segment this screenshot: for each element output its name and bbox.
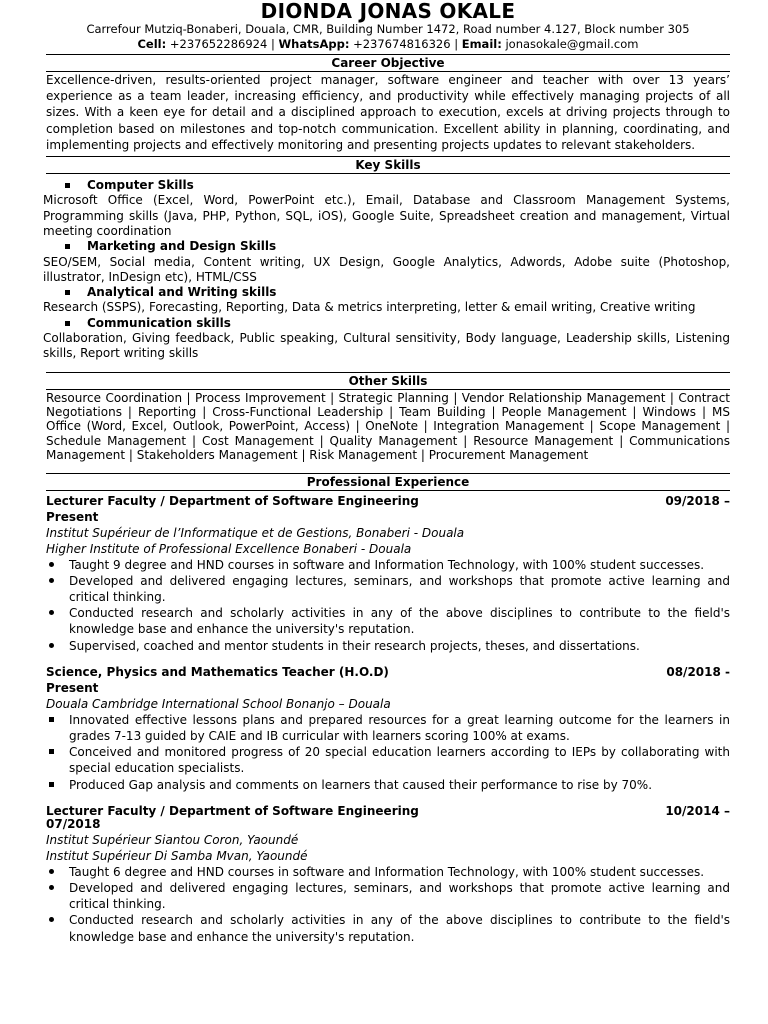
bullet-text: Produced Gap analysis and comments on learners that caused their performance to rise by 70%.	[69, 777, 653, 792]
bullet-text: Conceived and monitored progress of 20 special education learners according to IEPs by collaborating with special education specialists.	[69, 745, 730, 776]
skill-group-title	[43, 239, 730, 254]
institution: Institut Supérieur de l’Informatique et de Gestions, Bonaberi - Douala	[46, 525, 465, 540]
bullet-text: Developed and delivered engaging lectures, seminars, and workshops that promote active learning and critical thinking.	[69, 573, 730, 605]
bullet-text: Taught 6 degree and HND courses in software and Information Technology, with 100% student successes.	[69, 864, 705, 879]
bullet-text: Conducted research and scholarly activities in any of the above disciplines to contribute to the field's knowledge base and enhance the university's reputation.	[69, 606, 730, 637]
bullet-icon	[49, 885, 54, 890]
job-bullets	[46, 864, 730, 945]
job-entry	[46, 664, 730, 793]
job-title: Lecturer Faculty / Department of Software Engineering	[46, 803, 419, 818]
other-skills-heading: Other Skills	[46, 372, 730, 390]
list-item	[46, 638, 730, 654]
separator: |	[270, 37, 275, 51]
job-bullets	[46, 557, 730, 654]
email-value: jonasokale@gmail.com	[505, 37, 639, 51]
professional-experience-heading: Professional Experience	[46, 473, 730, 491]
institution: Institut Supérieur Siantou Coron, Yaoundé	[46, 832, 299, 847]
job-title: Science, Physics and Mathematics Teacher (H.O.D)	[46, 664, 389, 679]
bullet-text: Conducted research and scholarly activities in any of the above disciplines to contribute to the field's knowledge base and enhance the university's reputation.	[69, 913, 730, 944]
bullet-text: Supervised, coached and mentor students in their research projects, theses, and dissertations.	[69, 638, 640, 653]
skill-title-text: Communication skills	[87, 315, 231, 330]
key-skills-list	[43, 174, 730, 362]
job-date-end: 07/2018	[46, 816, 101, 831]
list-item	[46, 557, 730, 573]
bullet-icon	[49, 869, 54, 874]
job-header	[46, 493, 730, 509]
bullet-icon	[49, 917, 54, 922]
skill-group-title	[43, 178, 730, 193]
list-item	[46, 712, 730, 744]
job-date-end: Present	[46, 509, 99, 524]
bullet-icon	[49, 643, 54, 648]
square-bullet-icon	[49, 717, 54, 722]
job-date: 08/2018 -	[666, 664, 730, 679]
job-title: Lecturer Faculty / Department of Software Engineering	[46, 493, 419, 508]
skill-group-body: Research (SSPS), Forecasting, Reporting, Data & metrics interpreting, letter & email writing, Creative writing	[43, 300, 696, 315]
list-item	[46, 777, 730, 793]
email-label: Email:	[461, 37, 502, 51]
list-item	[46, 605, 730, 637]
job-bullets	[46, 712, 730, 793]
bullet-text: Innovated effective lessons plans and prepared resources for a great learning outcome for the learners in grades 7-13 guided by CAIE and IB curricular with learners scoring 100% at exams.	[69, 712, 730, 744]
skill-title-text: Computer Skills	[87, 178, 194, 193]
job-date-end: Present	[46, 680, 99, 695]
institution: Institut Supérieur Di Samba Mvan, Yaoundé	[46, 848, 308, 863]
bullet-text: Developed and delivered engaging lectures, seminars, and workshops that promote active learning and critical thinking.	[69, 881, 730, 912]
bullet-text: Taught 9 degree and HND courses in software and Information Technology, with 100% student successes.	[69, 557, 705, 572]
skill-group-title	[43, 316, 730, 331]
cell-value: +237652286924	[169, 37, 268, 51]
cell-label: Cell:	[137, 37, 167, 51]
whatsapp-label: WhatsApp:	[278, 37, 350, 51]
skill-group-title	[43, 285, 730, 300]
skill-group-body: Microsoft Office (Excel, Word, PowerPoint etc.), Email, Database and Classroom Management Systems, Programming skills (Java, PHP, Python, SQL, iOS), Google Suite, Spreadsheet creation and management, Virtual meeting coordination	[43, 193, 730, 238]
skill-group-body: SEO/SEM, Social media, Content writing, UX Design, Google Analytics, Adwords, Adobe suite (Photoshop, illustrator, InDesign etc), HTML/CSS	[43, 254, 730, 284]
square-bullet-icon	[49, 749, 54, 754]
job-header	[46, 664, 730, 680]
other-skills-text: Resource Coordination | Process Improvement | Strategic Planning | Vendor Relationship Management | Contract Negotiations | Reporting | Cross-Functional Leadership | Team Building | People Management | Windows | MS Office (Word, Excel, Outlook, PowerPoint, Access) | OneNote | Integration Management | Scope Management | Schedule Management | Cost Management | Quality Management | Resource Management | Communications Management | Stakeholders Management | Risk Management | Procurement Management	[46, 390, 730, 463]
list-item	[46, 744, 730, 776]
job-entry	[46, 803, 730, 945]
job-entry	[46, 493, 730, 654]
bullet-icon	[49, 578, 54, 583]
list-item	[46, 573, 730, 605]
key-skills-heading: Key Skills	[46, 156, 730, 174]
list-item	[46, 880, 730, 912]
career-objective-heading: Career Objective	[46, 54, 730, 72]
skill-title-text: Marketing and Design Skills	[87, 239, 277, 254]
institution: Douala Cambridge International School Bonanjo – Douala	[46, 696, 391, 711]
square-bullet-icon	[49, 782, 54, 787]
job-date: 09/2018 –	[665, 493, 730, 508]
bullet-icon	[49, 562, 54, 567]
contact-line	[46, 37, 730, 52]
candidate-name: DIONDA JONAS OKALE	[260, 0, 516, 23]
skill-title-text: Analytical and Writing skills	[87, 285, 277, 300]
separator: |	[454, 37, 459, 51]
square-bullet-icon	[65, 321, 70, 326]
whatsapp-value: +237674816326	[353, 37, 451, 51]
job-date: 10/2014 –	[665, 803, 730, 818]
institution: Higher Institute of Professional Excellence Bonaberi - Douala	[46, 541, 412, 556]
career-objective-text: Excellence-driven, results-oriented project manager, software engineer and teacher with over 13 years’ experience as a team leader, increasing efficiency, and productivity while effectively managing projects of all sizes. With a keen eye for detail and a disciplined approach to execution, excels at driving projects through to completion based on milestones and top-notch communication. Excellent ability in planning, coordinating, and implementing projects and effectively monitoring and presenting projects updates to relevant stakeholders.	[46, 73, 730, 152]
list-item	[46, 912, 730, 944]
address-line: Carrefour Mutziq-Bonaberi, Douala, CMR, Building Number 1472, Road number 4.127, Block number 305	[86, 22, 690, 36]
list-item	[46, 864, 730, 880]
skill-group-body: Collaboration, Giving feedback, Public speaking, Cultural sensitivity, Body language, Leadership skills, Listening skills, Report writing skills	[43, 330, 730, 361]
bullet-icon	[49, 610, 54, 615]
square-bullet-icon	[65, 183, 70, 188]
square-bullet-icon	[65, 244, 70, 249]
square-bullet-icon	[65, 290, 70, 295]
